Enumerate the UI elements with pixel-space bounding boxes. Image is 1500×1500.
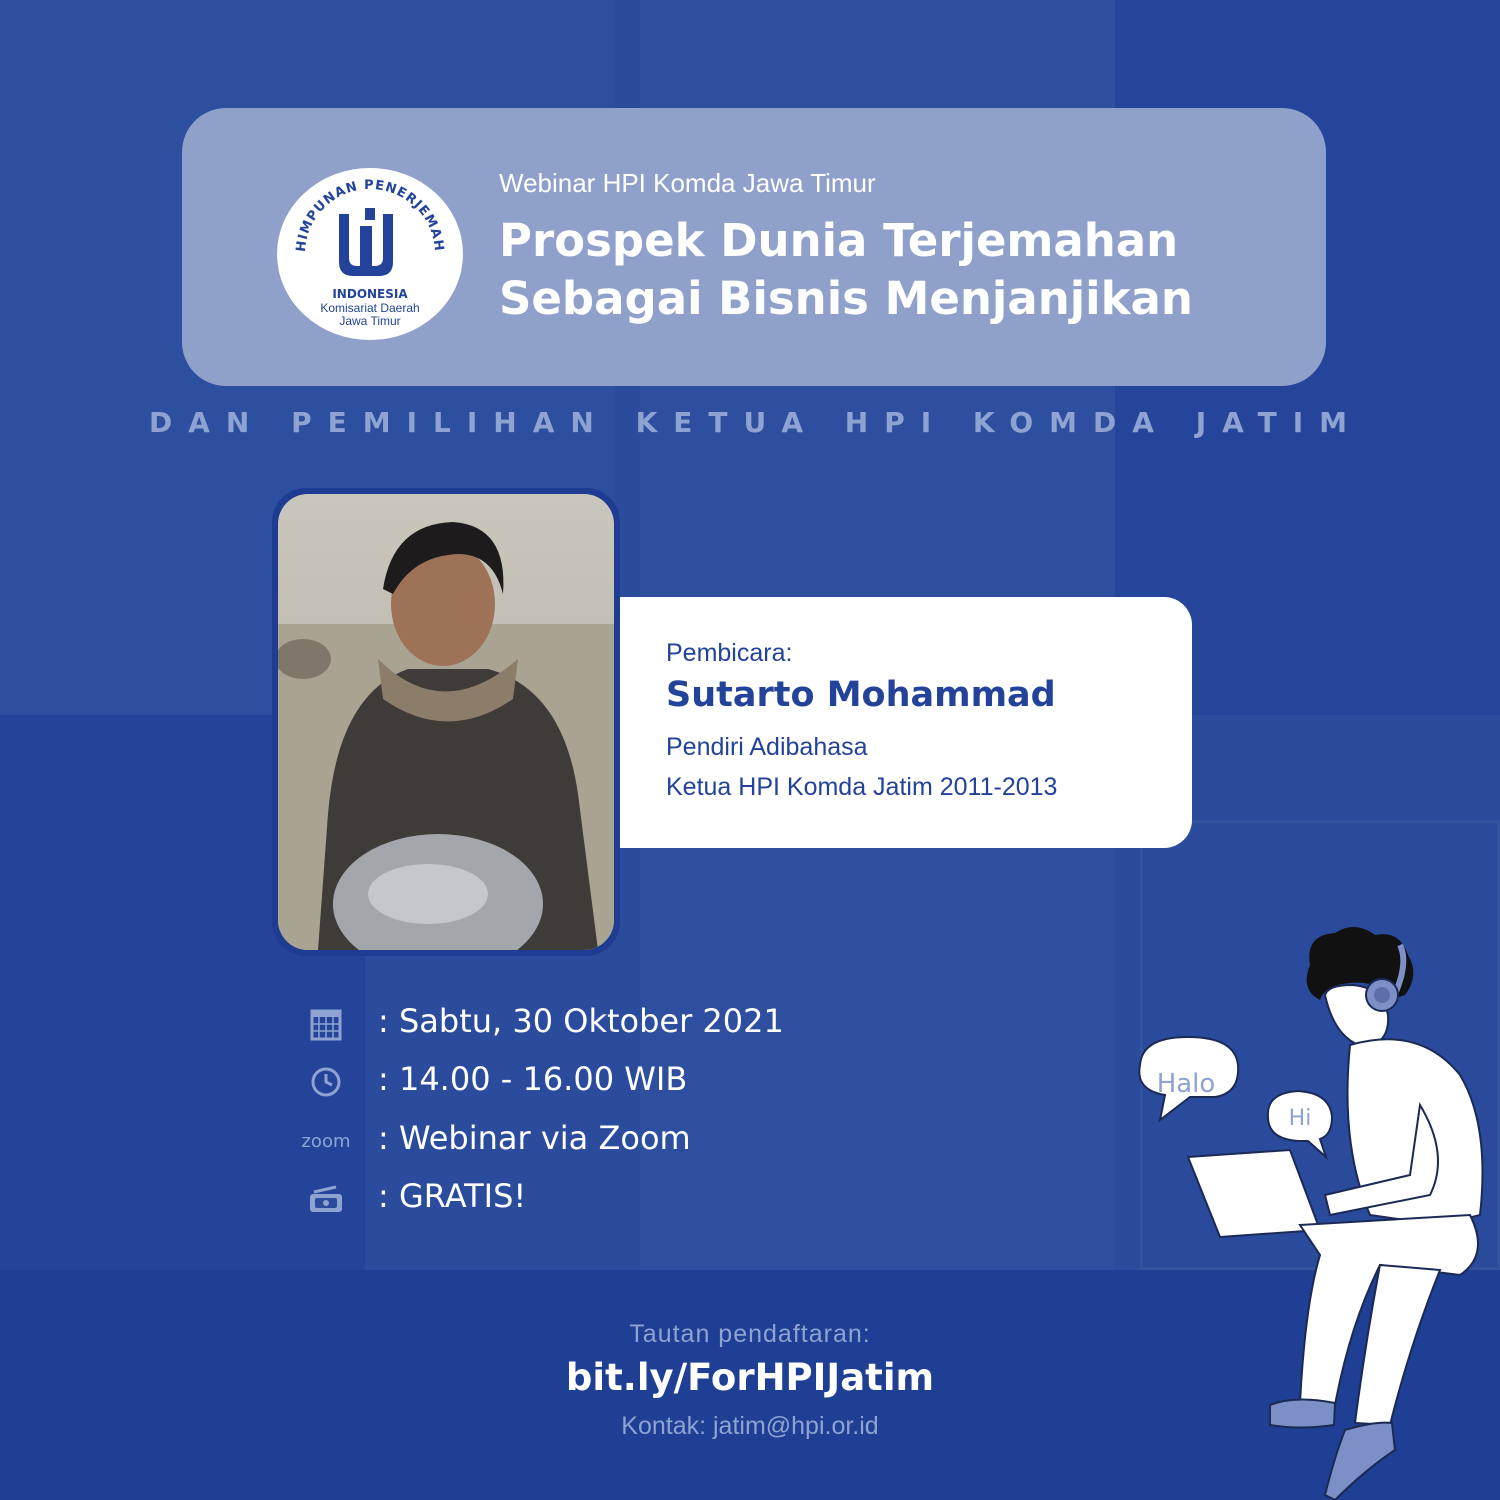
logo-ring-text: HIMPUNAN PENERJEMAH <box>293 177 447 253</box>
subheading: DAN PEMILIHAN KETUA HPI KOMDA JATIM <box>149 406 1363 439</box>
logo-line2: Jawa Timur <box>339 314 401 328</box>
registration-label: Tautan pendaftaran: <box>629 1320 871 1348</box>
event-time-row <box>296 1056 996 1112</box>
title-line-1: Prospek Dunia Terjemahan <box>499 214 1179 267</box>
speaker-name: Sutarto Mohammad <box>666 675 1056 715</box>
event-price-row <box>296 1173 996 1229</box>
calendar-icon <box>296 1004 356 1044</box>
logo-line1: Komisariat Daerah <box>320 301 420 315</box>
event-venue: : Webinar via Zoom <box>378 1119 691 1157</box>
hpi-logo <box>277 168 463 340</box>
speaker-photo-frame <box>272 488 620 956</box>
webinar-subtitle: Webinar HPI Komda Jawa Timur <box>499 168 876 198</box>
zoom-icon-text: zoom <box>301 1130 351 1152</box>
ticket-icon <box>296 1179 356 1219</box>
clock-icon <box>296 1062 356 1102</box>
contact-info: Kontak: jatim@hpi.or.id <box>621 1412 879 1440</box>
event-price: : GRATIS! <box>378 1177 527 1215</box>
logo-inner-text: INDONESIA <box>332 287 408 301</box>
webinar-title <box>499 212 1299 328</box>
speaker-label: Pembicara: <box>666 639 793 667</box>
zoom-icon <box>296 1121 356 1161</box>
title-line-2: Sebagai Bisnis Menjanjikan <box>499 272 1193 325</box>
bubble-hi: Hi <box>1288 1106 1312 1131</box>
person-with-laptop-illustration <box>1120 925 1500 1500</box>
speaker-photo <box>278 494 614 950</box>
speaker-role: Pendiri Adibahasa <box>666 733 868 761</box>
event-venue-row <box>296 1115 996 1171</box>
speaker-role: Ketua HPI Komda Jatim 2011-2013 <box>666 773 1058 801</box>
event-date: : Sabtu, 30 Oktober 2021 <box>378 1002 784 1040</box>
registration-link[interactable]: bit.ly/ForHPIJatim <box>565 1356 935 1399</box>
bubble-halo: Halo <box>1156 1069 1216 1099</box>
header-card <box>182 108 1326 386</box>
event-time: : 14.00 - 16.00 WIB <box>378 1060 688 1098</box>
speaker-card <box>620 597 1192 848</box>
event-date-row <box>296 998 996 1054</box>
